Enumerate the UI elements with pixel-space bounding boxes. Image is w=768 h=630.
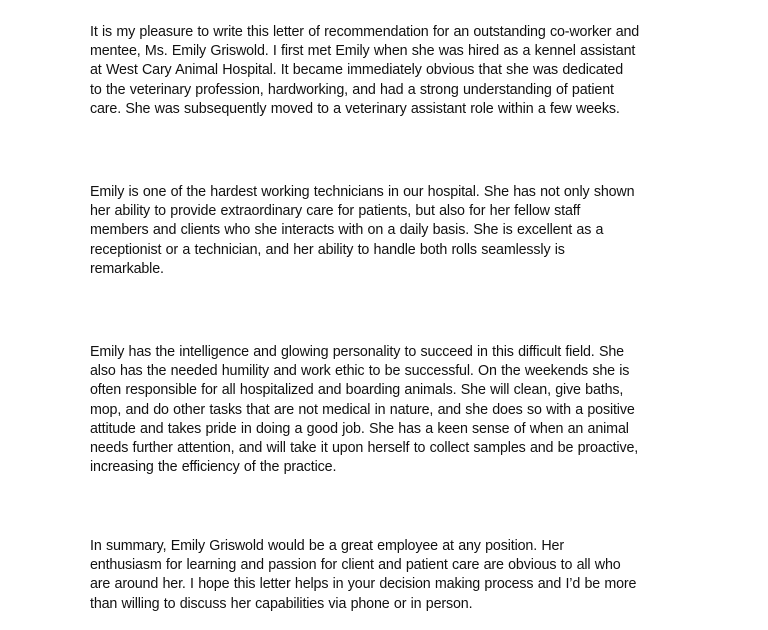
text-line: often responsible for all hospitalized and boarding animals. She will clean, give baths, [90,382,624,399]
text-line: remarkable. [90,260,164,277]
text-line: attitude and takes pride in doing a good job. She has a keen sense of when an animal [90,420,629,437]
text-line: needs further attention, and will take it upon herself to collect samples and be proactive, [90,440,639,457]
text-line: her ability to provide extraordinary care for patients, but also for her fellow staff [90,203,581,220]
text-line: mentee, Ms. Emily Griswold. I first met Emily when she was hired as a kennel assistant [90,43,636,60]
text-line: Emily has the intelligence and glowing personality to succeed in this difficult field. She [90,344,624,360]
text-line: It is my pleasure to write this letter of recommendation for an outstanding co-worker and [90,24,640,40]
paragraph-summary [90,537,690,614]
text-line: care. She was subsequently moved to a veterinary assistant role within a few weeks. [90,100,620,117]
text-line: In summary, Emily Griswold would be a great employee at any position. Her [90,538,564,554]
paragraph-work-ethic [90,183,690,279]
text-line: members and clients who she interacts with on a daily basis. She is excellent as a [90,222,604,239]
text-line: than willing to discuss her capabilities via phone or in person. [90,595,473,612]
text-line: Emily is one of the hardest working technicians in our hospital. She has not only shown [90,184,635,200]
paragraph-introduction [90,23,690,119]
text-line: at West Cary Animal Hospital. It became immediately obvious that she was dedicated [90,62,624,79]
text-line: also has the needed humility and work ethic to be successful. On the weekends she is [90,363,630,380]
text-line: mop, and do other tasks that are not medical in nature, and she does so with a positive [90,401,635,418]
text-line: to the veterinary profession, hardworking, and had a strong understanding of patient [90,81,614,98]
text-line: receptionist or a technician, and her ability to handle both rolls seamlessly is [90,241,565,258]
paragraph-personality [90,343,690,477]
text-line: are around her. I hope this letter helps in your decision making process and I’d be more [90,576,637,593]
text-line: enthusiasm for learning and passion for client and patient care are obvious to all who [90,557,621,574]
text-line: increasing the efficiency of the practice. [90,459,337,476]
